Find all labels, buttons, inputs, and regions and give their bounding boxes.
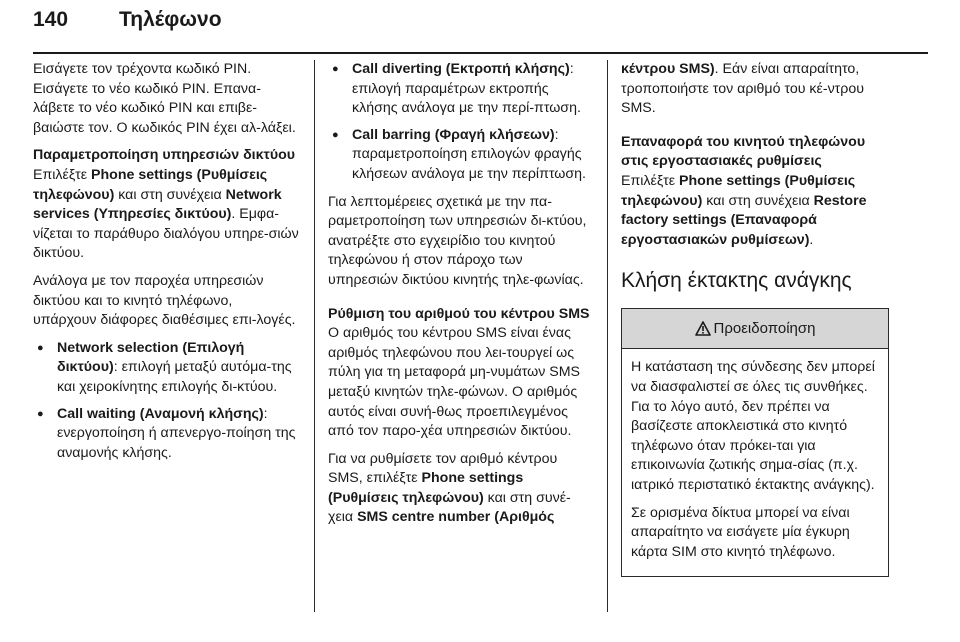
- list-item: ● Call barring (Φραγή κλήσεων): παραμετροποίηση επιλογών φραγής κλήσεων ανάλογα με την περίπτωση.: [328, 126, 594, 185]
- warning-text-1: Η κατάσταση της σύνδεσης δεν μπορεί να διασφαλιστεί σε όλες τις συνθήκες. Για το λόγο αυτό, δεν πρέπει να βασίζεστε αποκλειστικά στο κινητό τηλέφωνο όταν πρόκει-ται για επικοινωνία ζωτικής σημα-σίας (π.χ. ιατρικό περιστατικό έκτακτης ανάγκης).: [631, 359, 875, 493]
- provider-options-text: Ανάλογα με τον παροχέα υπηρεσιών δικτύου και το κινητό τηλέφωνο, υπάρχουν διάφορες διαθέσιμες επι-λογές.: [33, 272, 296, 329]
- page-title: Τηλέφωνο: [119, 8, 222, 31]
- network-options-list: [33, 339, 299, 464]
- page-header: [33, 8, 928, 48]
- sms-centre-description: Ο αριθμός του κέντρου SMS είναι ένας αριθμός τηλεφώνου που λει-τουργεί ως πύλη για τη μεταφορά μη-νυμάτων SMS μεταξύ κινητών τηλε-φώνων. Ο αριθμός αυτός είναι συνή-θως προεπιλεγμένος από τον παρο-χέα υπηρεσιών δικτύου.: [328, 325, 580, 440]
- network-details-text: Για λεπτομέρειες σχετικά με την πα-ραμετροποίηση των υπηρεσιών δι-κτύου, ανατρέξτε στο εγχειρίδιο του κινητού τηλεφώνου ή στον πάροχο των υπηρεσιών δικτύου κινητής τηλε-φωνίας.: [328, 193, 587, 288]
- warning-header: [622, 309, 888, 349]
- list-item: ● Call diverting (Εκτροπή κλήσης): επιλογή παραμέτρων εκτροπής κλήσης ανάλογα με την περί-πτωση.: [328, 60, 594, 119]
- column-2: [328, 60, 594, 536]
- header-divider: [33, 52, 928, 54]
- column-divider-2: [607, 60, 608, 612]
- factory-reset-heading: Επαναφορά του κινητού τηλεφώνου στις εργοστασιακές ρυθμίσεις: [621, 133, 866, 170]
- list-item: ● Network selection (Επιλογή δικτύου): επιλογή μεταξύ αυτόμα-της και χειροκίνητης επιλογής δι-κτύου.: [33, 339, 299, 398]
- warning-box: [621, 308, 889, 577]
- call-options-list: [328, 60, 594, 185]
- warning-text-2: Σε ορισμένα δίκτυα μπορεί να είναι απαραίτητο να εισάγετε μία έγκυρη κάρτα SIM στο κινητό τηλέφωνο.: [631, 504, 850, 560]
- sms-centre-heading: Ρύθμιση του αριθμού του κέντρου SMS: [328, 305, 590, 322]
- warning-triangle-icon: [695, 321, 711, 336]
- page-number: 140: [33, 8, 69, 31]
- warning-body: [622, 349, 888, 576]
- column-1: [33, 60, 299, 471]
- factory-reset-paragraph: Επιλέξτε Phone settings (Ρυθμίσεις τηλεφώνου) και στη συνέχεια Restore factory settings (Επαναφορά εργοστασιακών ρυθμίσεων).: [621, 172, 867, 248]
- column-3: [621, 60, 889, 577]
- sms-centre-continuation: κέντρου SMS). Εάν είναι απαραίτητο, τροποποιήστε τον αριθμό του κέ-ντρου SMS.: [621, 61, 864, 117]
- column-divider-1: [314, 60, 315, 612]
- warning-title: Προειδοποίηση: [713, 320, 816, 338]
- pin-intro-text: Εισάγετε τον τρέχοντα κωδικό PIN. Εισάγετε το νέο κωδικό PIN. Επανα-λάβετε το νέο κωδικό PIN και επιβε-βαιώστε τον. Ο κωδικός PIN έχει αλ-λάξει.: [33, 61, 296, 136]
- sms-centre-instructions: Για να ρυθμίσετε τον αριθμό κέντρου SMS, επιλέξτε Phone settings (Ρυθμίσεις τηλεφώνου) και στη συνέ-χεια SMS centre number (Αριθμός: [328, 450, 571, 526]
- network-services-paragraph: Επιλέξτε Phone settings (Ρυθμίσεις τηλεφώνου) και στη συνέχεια Network services (Υπηρεσίες δικτύου). Εμφα-νίζεται το παράθυρο διαλόγου υπηρε-σιών δικτύου.: [33, 166, 299, 262]
- network-services-heading: Παραμετροποίηση υπηρεσιών δικτύου: [33, 147, 296, 164]
- list-item: ● Call waiting (Αναμονή κλήσης): ενεργοποίηση ή απενεργο-ποίηση της αναμονής κλήσης.: [33, 405, 299, 464]
- emergency-call-section-title: Κλήση έκτακτης ανάγκης: [621, 269, 852, 293]
